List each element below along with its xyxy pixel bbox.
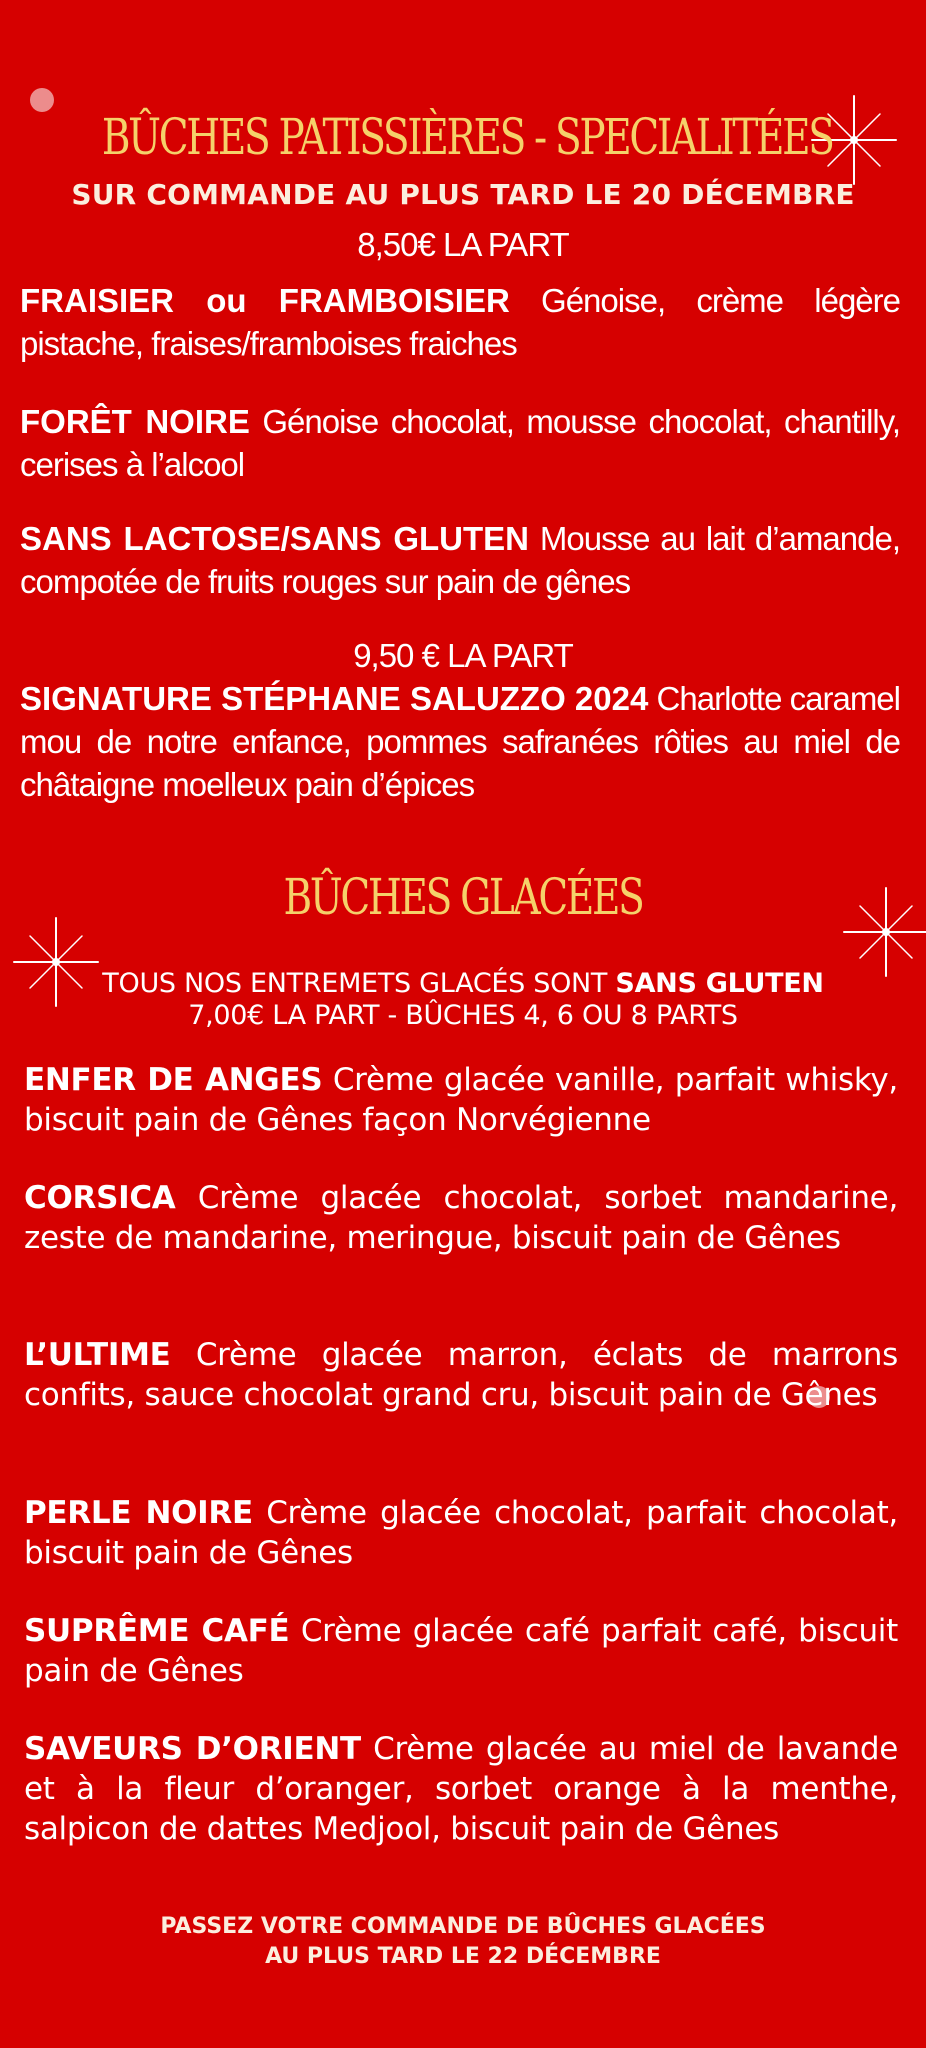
section-title-patissieres: BÛCHES PATISSIÈRES - SPECIALITÉES <box>101 108 833 166</box>
menu-item <box>24 1335 898 1415</box>
sparkle-icon <box>838 884 926 980</box>
menu-item <box>20 517 900 603</box>
footer-line: PASSEZ VOTRE COMMANDE DE BÛCHES GLACÉES <box>160 1914 766 1939</box>
item-name: L’ULTIME <box>24 1337 171 1373</box>
item-name: PERLE NOIRE <box>24 1495 253 1531</box>
menu-item <box>24 1611 898 1691</box>
menu-item-signature <box>20 677 900 806</box>
item-name: CORSICA <box>24 1180 176 1216</box>
item-description: Crème glacée au miel de lavande et à la fleur d’oranger, sorbet orange à la menthe, salpicon de dattes Medjool, biscuit pain de Gênes <box>24 1731 898 1847</box>
item-description: Charlotte caramel mou de notre enfance, pommes safranées rôties au miel de châtaigne moelleux pain d’épices <box>20 680 900 803</box>
item-name: SUPRÊME CAFÉ <box>24 1613 290 1649</box>
menu-item <box>24 1178 898 1258</box>
item-description: Crème glacée marron, éclats de marrons confits, sauce chocolat grand cru, biscuit pain de Gênes <box>24 1337 898 1413</box>
price-label: 8,50€ LA PART <box>357 226 569 263</box>
item-name: FRAISIER ou FRAMBOISIER <box>20 282 510 319</box>
gluten-info-text: TOUS NOS ENTREMETS GLACÉS SONT <box>102 968 616 999</box>
price-info: 7,00€ LA PART - BÛCHES 4, 6 OU 8 PARTS <box>188 1000 738 1031</box>
decorative-dot <box>30 88 54 112</box>
section-title-glacees: BÛCHES GLACÉES <box>283 868 643 926</box>
order-footer <box>0 1912 926 1972</box>
item-name: SANS LACTOSE/SANS GLUTEN <box>20 520 529 557</box>
item-name: SAVEURS D’ORIENT <box>24 1731 361 1767</box>
item-description: Mousse au lait d’amande, compotée de fruits rouges sur pain de gênes <box>20 520 901 600</box>
footer-line: AU PLUS TARD LE 22 DÉCEMBRE <box>265 1944 661 1969</box>
menu-item <box>20 279 900 365</box>
item-description: Crème glacée chocolat, parfait chocolat, biscuit pain de Gênes <box>24 1495 898 1571</box>
menu-item <box>24 1493 898 1573</box>
item-description: Génoise, crème légère pistache, fraises/framboises fraiches <box>20 282 900 362</box>
menu-item <box>24 1729 898 1849</box>
price-label: 9,50 € LA PART <box>353 637 573 674</box>
gluten-info-bold: SANS GLUTEN <box>615 968 824 999</box>
item-name: ENFER DE ANGES <box>24 1062 323 1098</box>
gluten-info <box>0 968 926 1000</box>
order-deadline-subtitle: SUR COMMANDE AU PLUS TARD LE 20 DÉCEMBRE <box>71 178 855 211</box>
item-description: Crème glacée vanille, parfait whisky, biscuit pain de Gênes façon Norvégienne <box>24 1062 898 1138</box>
item-name: FORÊT NOIRE <box>20 403 250 440</box>
item-description: Crème glacée café parfait café, biscuit pain de Gênes <box>24 1613 898 1689</box>
item-name: SIGNATURE STÉPHANE SALUZZO 2024 <box>20 680 649 717</box>
item-description: Génoise chocolat, mousse chocolat, chantilly, cerises à l’alcool <box>20 403 900 483</box>
item-description: Crème glacée chocolat, sorbet mandarine, zeste de mandarine, meringue, biscuit pain de Gênes <box>24 1180 898 1256</box>
menu-item <box>24 1060 898 1140</box>
menu-item <box>20 400 900 486</box>
